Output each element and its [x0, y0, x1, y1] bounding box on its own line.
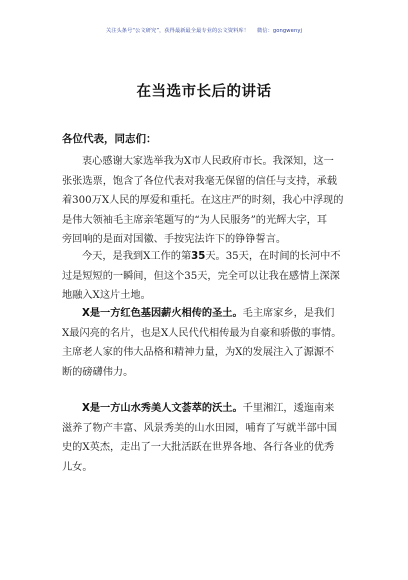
header-note [0, 27, 408, 34]
paragraph-4-line: 史的X英杰，走出了一大批活跃在世界各地、各行各业的优秀 [62, 442, 335, 454]
paragraph-3-line: 断的磅礴伟力。 [62, 366, 134, 378]
paragraph-3-text: 毛主席家乡，是我们 [242, 308, 335, 319]
paragraph-4 [62, 399, 348, 477]
paragraph-1-line: 衷心感谢大家选举我为X市人民政府市长。我深知，这一 [82, 156, 334, 167]
paragraph-2-line: 过是短短的一瞬间，但这个35天，完全可以让我在感情上深深 [62, 270, 340, 282]
document-title: 在当选市长后的讲话 [136, 84, 272, 100]
header-note-wechat: 微信：gongwenyj [257, 28, 303, 34]
paragraph-3-line: X最闪亮的名片，也是X人民代代相传最为自豪和骄傲的事情。 [62, 327, 342, 339]
paragraph-2-line: 地融入X这片土地。 [62, 290, 151, 302]
paragraph-3-heading: X是一方红色基因薪火相传的圣土。 [82, 308, 243, 319]
paragraph-2-text: 天。35天，在时间的长河中不 [205, 251, 341, 262]
paragraph-2 [62, 247, 348, 306]
paragraph-1-line: 是伟大领袖毛主席亲笔题写的“为人民服务”的光辉大字，耳 [62, 214, 328, 226]
paragraph-4-line: 滋养了物产丰富、风景秀美的山水田园，哺育了写就半部中国 [62, 422, 338, 434]
paragraph-4-text: 千里湘江，逶迤南来 [242, 403, 335, 414]
paragraph-1-line: 着300万X人民的厚爱和重托。在这庄严的时刻，我心中浮现的 [62, 195, 344, 207]
salutation: 各位代表，同志们： [62, 133, 157, 145]
paragraph-3-line: 主席老人家的伟大品格和精神力量，为X的发展注入了源源不 [62, 347, 335, 359]
paragraph-3 [62, 304, 348, 382]
paragraph-1-line: 张张选票，饱含了各位代表对我毫无保留的信任与支持，承载 [62, 175, 338, 187]
paragraph-2-day-count: 35 [191, 251, 206, 262]
paragraph-4-first-line [62, 399, 348, 419]
paragraph-2-text: 今天，是我到X工作的第 [82, 251, 192, 262]
header-note-promo: 关注头条号“公文研究”，获得最新最全最专业的公文资料库！ [105, 28, 249, 34]
paragraph-2-first-line [62, 247, 348, 267]
paragraph-1-line: 旁回响的是面对国徽、手按宪法许下的铮铮誓言。 [62, 234, 287, 246]
paragraph-4-line: 儿女。 [62, 461, 93, 473]
paragraph-3-first-line [62, 304, 348, 324]
paragraph-1 [62, 152, 348, 250]
paragraph-4-heading: X是一方山水秀美人文荟萃的沃土。 [82, 403, 243, 414]
